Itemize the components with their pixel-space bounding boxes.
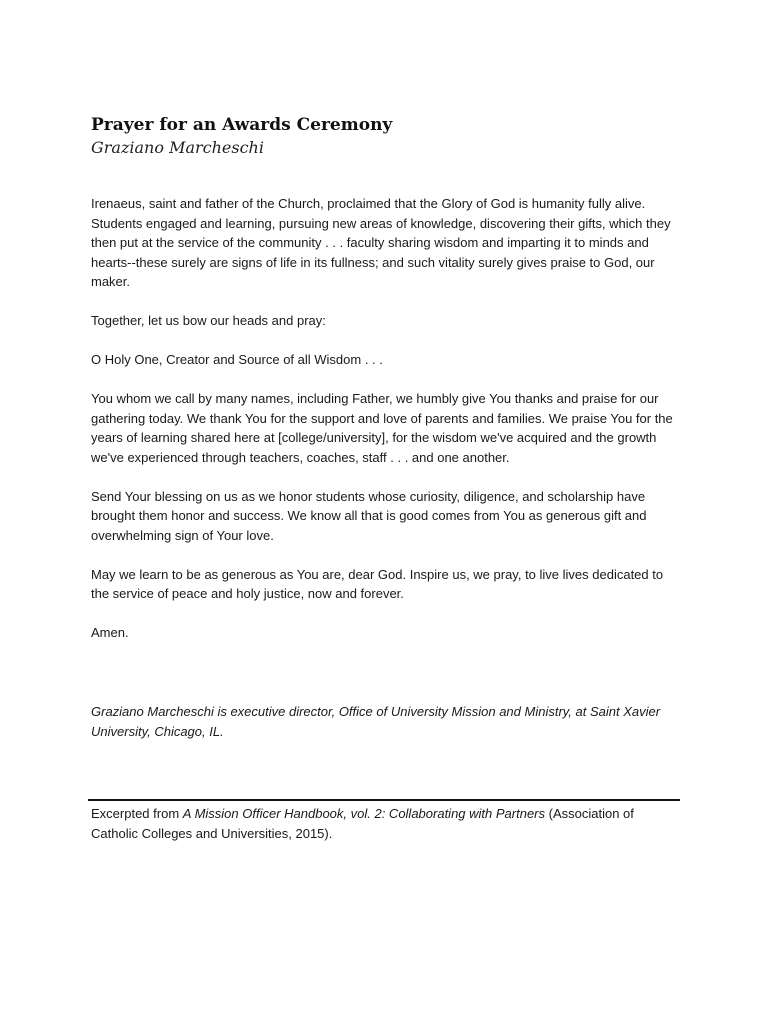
prayer-body [91,194,681,643]
source-book-title: A Mission Officer Handbook, vol. 2: Collaborating with Partners [182,806,546,821]
paragraph-invitation: Together, let us bow our heads and pray: [91,313,326,328]
divider-rule [88,799,680,801]
author-bio: Graziano Marcheschi is executive director, Office of University Mission and Ministry, at Saint Xavier University, Chicago, IL. [91,704,661,739]
paragraph-blessing: Send Your blessing on us as we honor students whose curiosity, diligence, and scholarship have brought them honor and success. We know all that is good comes from You as generous gift and overwhelming sign of Your love. [91,488,647,543]
source-citation [91,804,681,843]
source-prefix: Excerpted from [91,806,183,821]
paragraph-thanksgiving: You whom we call by many names, including Father, we humbly give You thanks and praise for our gathering today. We thank You for the support and love of parents and families. We praise You for the years of learning shared here at [college/university], for the wisdom we've acquired and the growth we've experienced through teachers, coaches, staff . . . and one another. [91,391,673,465]
paragraph-intro: Irenaeus, saint and father of the Church, proclaimed that the Glory of God is humanity fully alive. Students engaged and learning, pursuing new areas of knowledge, discovering their gifts, which they then put at the service of the community . . . faculty sharing wisdom and imparting it to minds and hearts--these surely are signs of life in its fullness; and such vitality surely gives praise to God, our maker. [91,196,671,289]
document-page [91,114,681,841]
paragraph-amen: Amen. [91,625,129,640]
document-title: Prayer for an Awards Ceremony [91,115,393,135]
paragraph-invocation: O Holy One, Creator and Source of all Wisdom . . . [91,352,383,367]
paragraph-petition: May we learn to be as generous as You are, dear God. Inspire us, we pray, to live lives dedicated to the service of peace and holy justice, now and forever. [91,566,664,601]
document-author: Graziano Marcheschi [91,138,264,157]
source-suffix: (Association of Catholic Colleges and Universities, 2015). [91,806,634,841]
